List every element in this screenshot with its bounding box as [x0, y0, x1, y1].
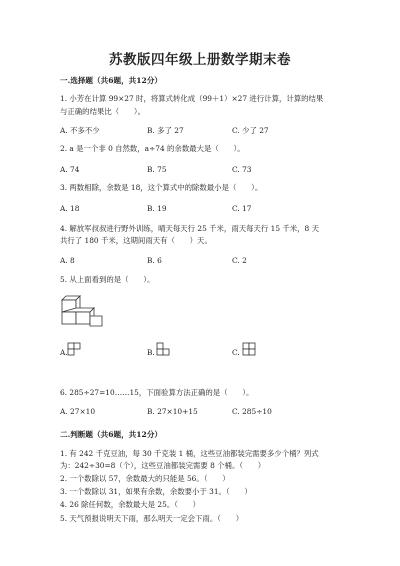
q3-option-a: A. 18: [60, 204, 80, 213]
question-1-line-1: 1. 小芳在计算 99×27 时，将算式转化成（99＋1）×27 进行计算，计算的结果: [60, 94, 324, 103]
q1-option-b: B. 多了 27: [147, 126, 184, 135]
q4-option-a: A. 8: [60, 256, 75, 265]
q1-option-a: A. 不多不少: [60, 126, 100, 135]
q6-option-b: B. 27×10+15: [147, 407, 198, 416]
section-heading-judge: 二.判断题（共6题，共12分）: [60, 430, 163, 439]
q2-option-a: A. 74: [60, 165, 80, 174]
q2-option-c: C. 73: [232, 165, 252, 174]
judge-item-1-line-2: 为：242÷30=8（个），这些豆油都装完需要 8 个桶。（ ）: [60, 461, 266, 470]
q4-option-c: C. 2: [232, 256, 247, 265]
judge-item-2: 2. 一个数除以 57，余数最大的只能是 56。（ ）: [60, 474, 230, 483]
question-5: 5. 从上面看到的是（ ）。: [60, 275, 155, 284]
q3-option-b: B. 19: [147, 204, 167, 213]
q5-option-a: A.: [60, 348, 68, 357]
q3-option-c: C. 17: [232, 204, 252, 213]
q4-option-b: B. 6: [147, 256, 162, 265]
q6-option-c: C. 285÷10: [232, 407, 272, 416]
question-1-line-2: 与正确的结果比（ ）。: [60, 107, 145, 116]
question-2: 2. a 是一个非 0 自然数，a÷74 的余数最大是（ ）。: [60, 144, 245, 153]
question-4-line-2: 共行了 180 千米，这期间雨天有（ ）天。: [60, 236, 212, 245]
question-3: 3. 两数相除，余数是 18，这个算式中的除数最小是（ ）。: [60, 183, 263, 192]
question-6: 6. 285÷27=10……15，下面验算方法正确的是（ ）。: [60, 388, 254, 397]
judge-item-1-line-1: 1. 有 242 千克豆油，每 30 千克装 1 桶，这些豆油都装完需要多少个桶？列式: [60, 449, 319, 458]
q6-option-a: A. 27×10: [60, 407, 96, 416]
q2-option-b: B. 75: [147, 165, 167, 174]
q1-option-c: C. 少了 27: [232, 126, 269, 135]
judge-item-4: 4. 26 除任何数，余数最大是 25。（ ）: [60, 500, 201, 509]
view-option-a-icon: [68, 343, 82, 357]
q5-option-c: C.: [232, 348, 240, 357]
page-title: 苏教版四年级上册数学期末卷: [109, 52, 291, 68]
judge-item-5: 5. 天气预报说明天下雨，那么明天一定会下雨。（ ）: [60, 514, 244, 523]
section-heading-choice: 一.选择题（共6题，共12分）: [60, 76, 163, 85]
view-option-c-icon: [243, 343, 257, 357]
q5-option-b: B.: [147, 348, 155, 357]
view-option-b-icon: [157, 343, 177, 357]
judge-item-3: 3. 一个数除以 31，如果有余数，余数要小于 31。（ ）: [60, 487, 252, 496]
cube-arrangement-figure: [56, 296, 106, 326]
question-4-line-1: 4. 解放军叔叔进行野外训练，晴天每天行 25 千米，雨天每天行 15 千米，8 天: [60, 224, 319, 233]
